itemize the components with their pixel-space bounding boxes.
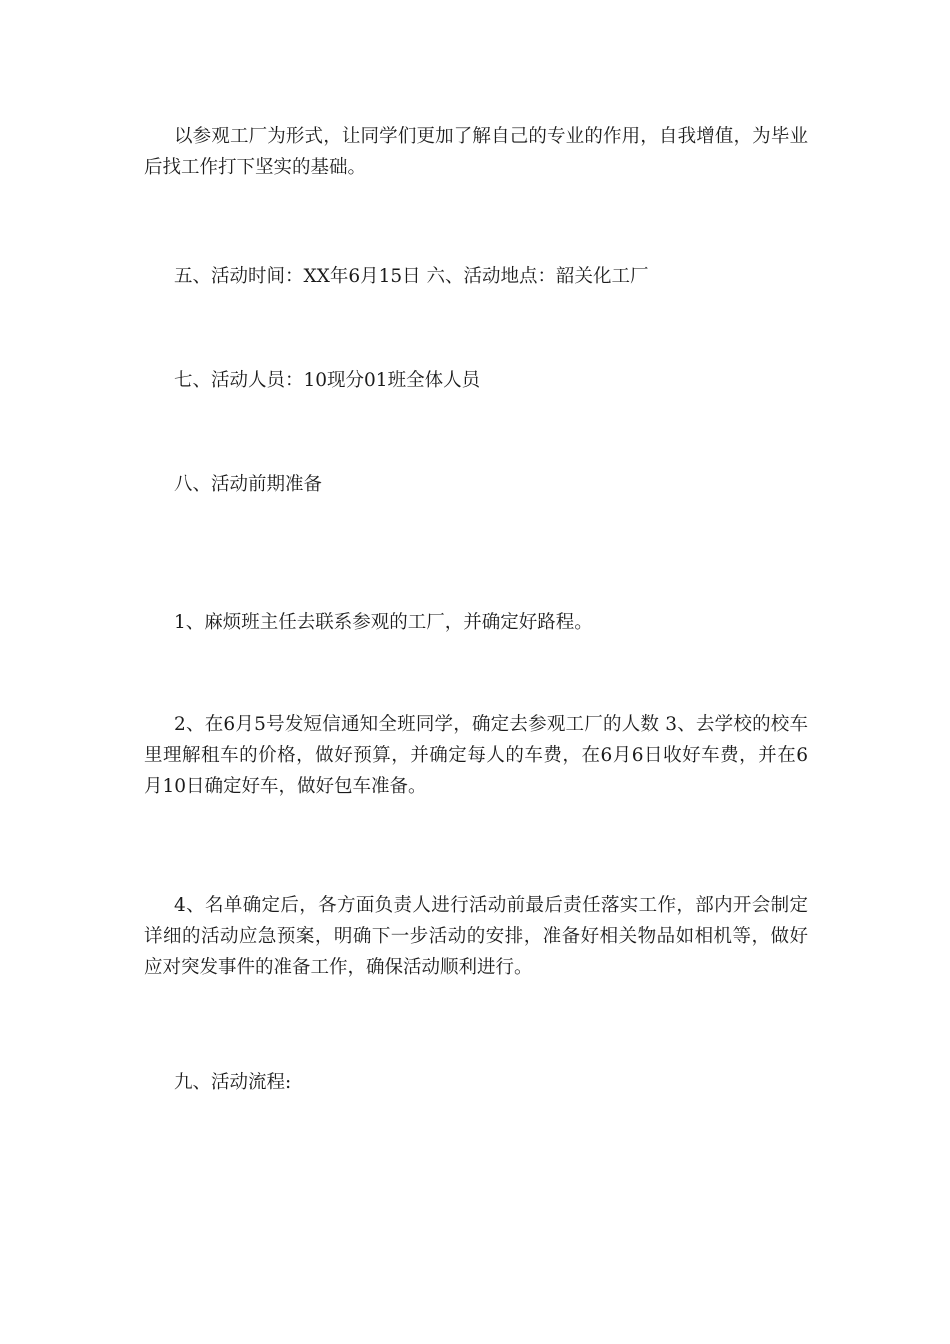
paragraph-prep-step-1: 1、麻烦班主任去联系参观的工厂，并确定好路程。 — [174, 612, 593, 633]
paragraph-prep-step-4: 4、名单确定后，各方面负责人进行活动前最后责任落实工作，部内开会制定详细的活动应急预案，明确下一步活动的安排，准备好相关物品如相机等，做好应对突发事件的准备工作，确保活动顺利进行。 — [144, 895, 808, 978]
paragraph-purpose: 以参观工厂为形式，让同学们更加了解自己的专业的作用，自我增值，为毕业后找工作打下坚实的基础。 — [144, 126, 808, 178]
paragraph-prep-step-2-3: 2、在6月5号发短信通知全班同学，确定去参观工厂的人数 3、去学校的校车里理解租车的价格，做好预算，并确定每人的车费，在6月6日收好车费，并在6月10日确定好车，做好包车准备。 — [144, 714, 808, 797]
section-heading-preparation: 八、活动前期准备 — [174, 474, 323, 495]
paragraph-time-location: 五、活动时间：XX年6月15日 六、活动地点：韶关化工厂 — [174, 266, 649, 287]
section-heading-process: 九、活动流程: — [174, 1072, 292, 1093]
paragraph-participants: 七、活动人员：10现分01班全体人员 — [174, 370, 481, 391]
